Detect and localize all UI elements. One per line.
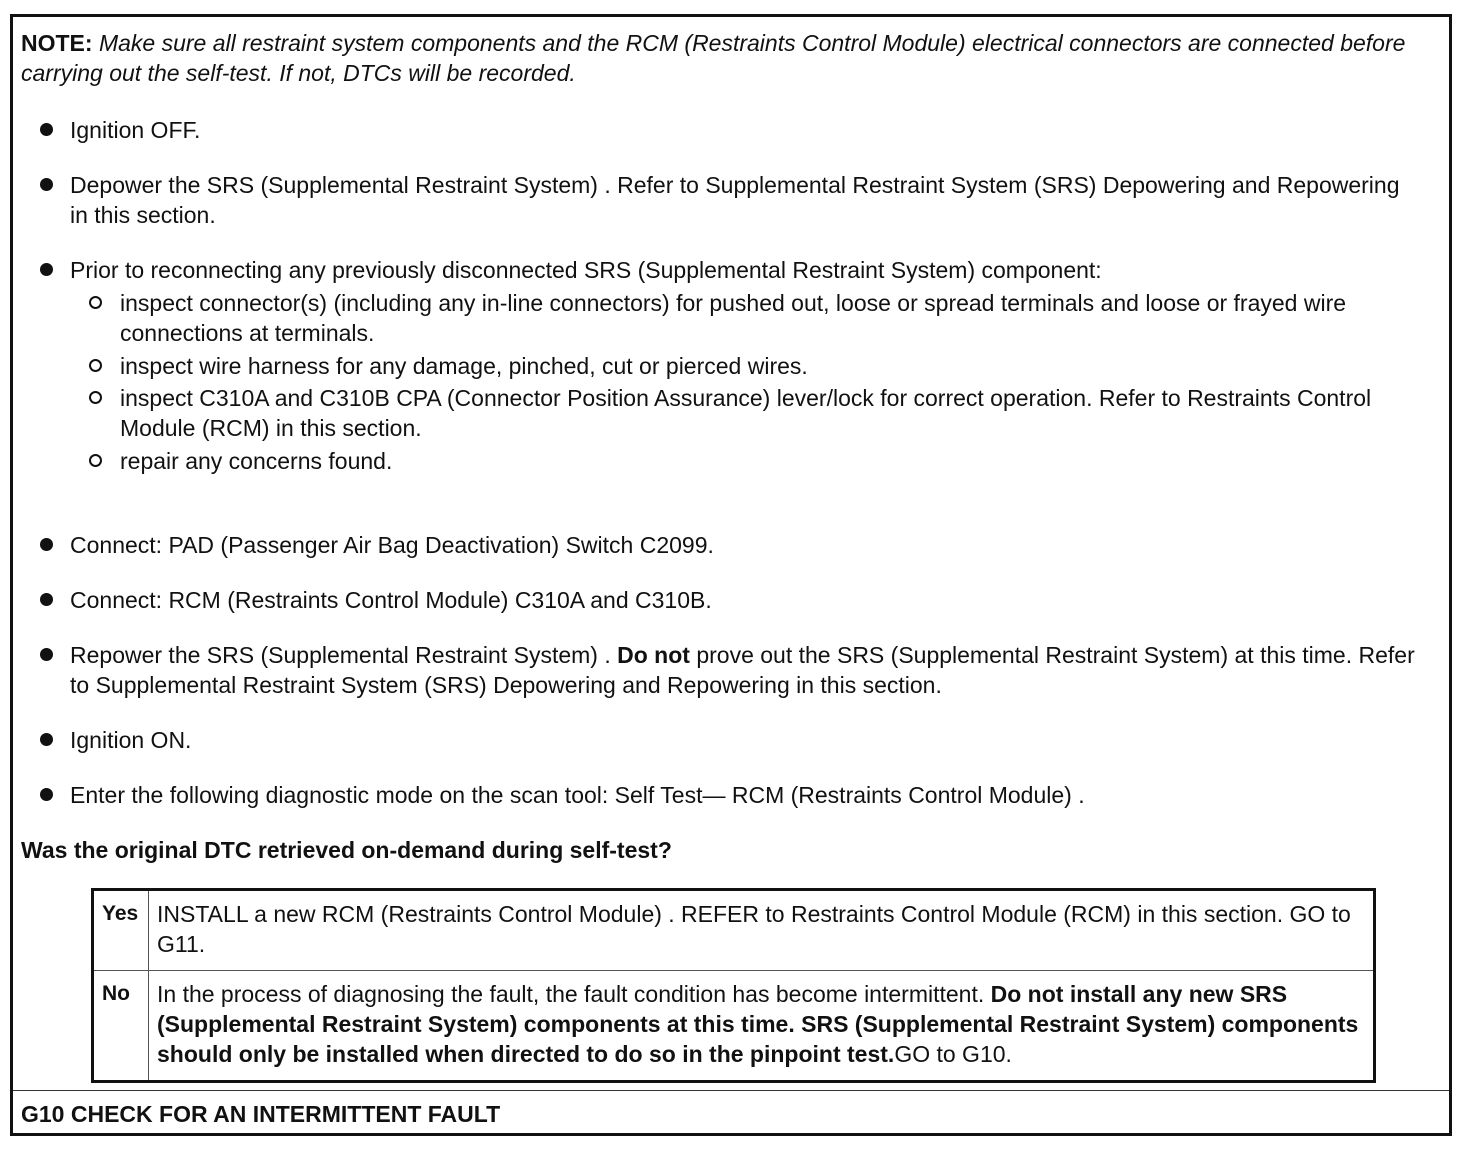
- next-step-heading: G10 CHECK FOR AN INTERMITTENT FAULT: [21, 1101, 501, 1127]
- bullet-icon: [40, 178, 53, 191]
- bullet-icon: [40, 733, 53, 746]
- step-text: [70, 640, 1415, 700]
- answer-key-yes: Yes: [93, 890, 149, 971]
- answers-table: [91, 888, 1376, 1083]
- step-text: Ignition OFF.: [70, 117, 201, 143]
- step-text: Connect: PAD (Passenger Air Bag Deactivation) Switch C2099.: [70, 532, 714, 558]
- bullet-icon: [40, 263, 53, 276]
- sub-step-text: inspect connector(s) (including any in-line connectors) for pushed out, loose or spread terminals and loose or frayed wire connections at terminals.: [120, 290, 1347, 346]
- answer-key-no: No: [93, 971, 149, 1082]
- answer-row-yes: [93, 890, 1375, 971]
- step-text-post: prove out the SRS (Supplemental Restraint System) at this time. Refer to Supplemental Restraint System (SRS) Depowering and Repowering in this section.: [70, 642, 1415, 698]
- step-text-pre: Repower the SRS (Supplemental Restraint System) .: [70, 642, 618, 668]
- note-block: [21, 28, 1421, 88]
- step-text: Connect: RCM (Restraints Control Module) C310A and C310B.: [70, 587, 712, 613]
- step-text: Depower the SRS (Supplemental Restraint System) . Refer to Supplemental Restraint System (SRS) Depowering and Repowering in this section.: [70, 172, 1400, 228]
- sub-step-text: inspect C310A and C310B CPA (Connector Position Assurance) lever/lock for correct operation. Refer to Restraints Control Module (RCM) in this section.: [120, 385, 1372, 441]
- answer-text-yes: INSTALL a new RCM (Restraints Control Module) . REFER to Restraints Control Module (RCM) in this section. GO to G11.: [149, 890, 1375, 971]
- sub-step-text: repair any concerns found.: [120, 448, 393, 474]
- answer-text-no-pre: In the process of diagnosing the fault, the fault condition has become intermittent.: [157, 981, 991, 1007]
- note-label: NOTE:: [21, 30, 93, 56]
- test-question: Was the original DTC retrieved on-demand during self-test?: [21, 837, 672, 863]
- answer-row-no: [93, 971, 1375, 1082]
- sub-bullet-icon: [89, 359, 102, 372]
- bullet-icon: [40, 788, 53, 801]
- note-text: Make sure all restraint system components and the RCM (Restraints Control Module) electrical connectors are connected before carrying out the self-test. If not, DTCs will be recorded.: [21, 30, 1406, 86]
- step-text-bold: Do not: [617, 642, 690, 668]
- step-text: Enter the following diagnostic mode on the scan tool: Self Test— RCM (Restraints Control Module) .: [70, 782, 1085, 808]
- answer-text-no-bold: Do not install any new SRS (Supplemental Restraint System) components at this time. SRS (Supplemental Restraint System) components should only be installed when directed to do so in the pinpoint test.: [157, 981, 1359, 1067]
- step-text: Ignition ON.: [70, 727, 192, 753]
- bullet-icon: [40, 593, 53, 606]
- sub-step-text: inspect wire harness for any damage, pinched, cut or pierced wires.: [120, 353, 808, 379]
- answer-text-no-post: GO to G10.: [894, 1041, 1012, 1067]
- sub-bullet-icon: [89, 391, 102, 404]
- procedure-frame: [10, 14, 1452, 1136]
- answer-text-no: [149, 971, 1375, 1082]
- sub-bullet-icon: [89, 454, 102, 467]
- bullet-icon: [40, 123, 53, 136]
- step-text: Prior to reconnecting any previously disconnected SRS (Supplemental Restraint System) component:: [70, 257, 1102, 283]
- bullet-icon: [40, 648, 53, 661]
- sub-bullet-icon: [89, 296, 102, 309]
- section-divider: [13, 1090, 1449, 1091]
- bullet-icon: [40, 538, 53, 551]
